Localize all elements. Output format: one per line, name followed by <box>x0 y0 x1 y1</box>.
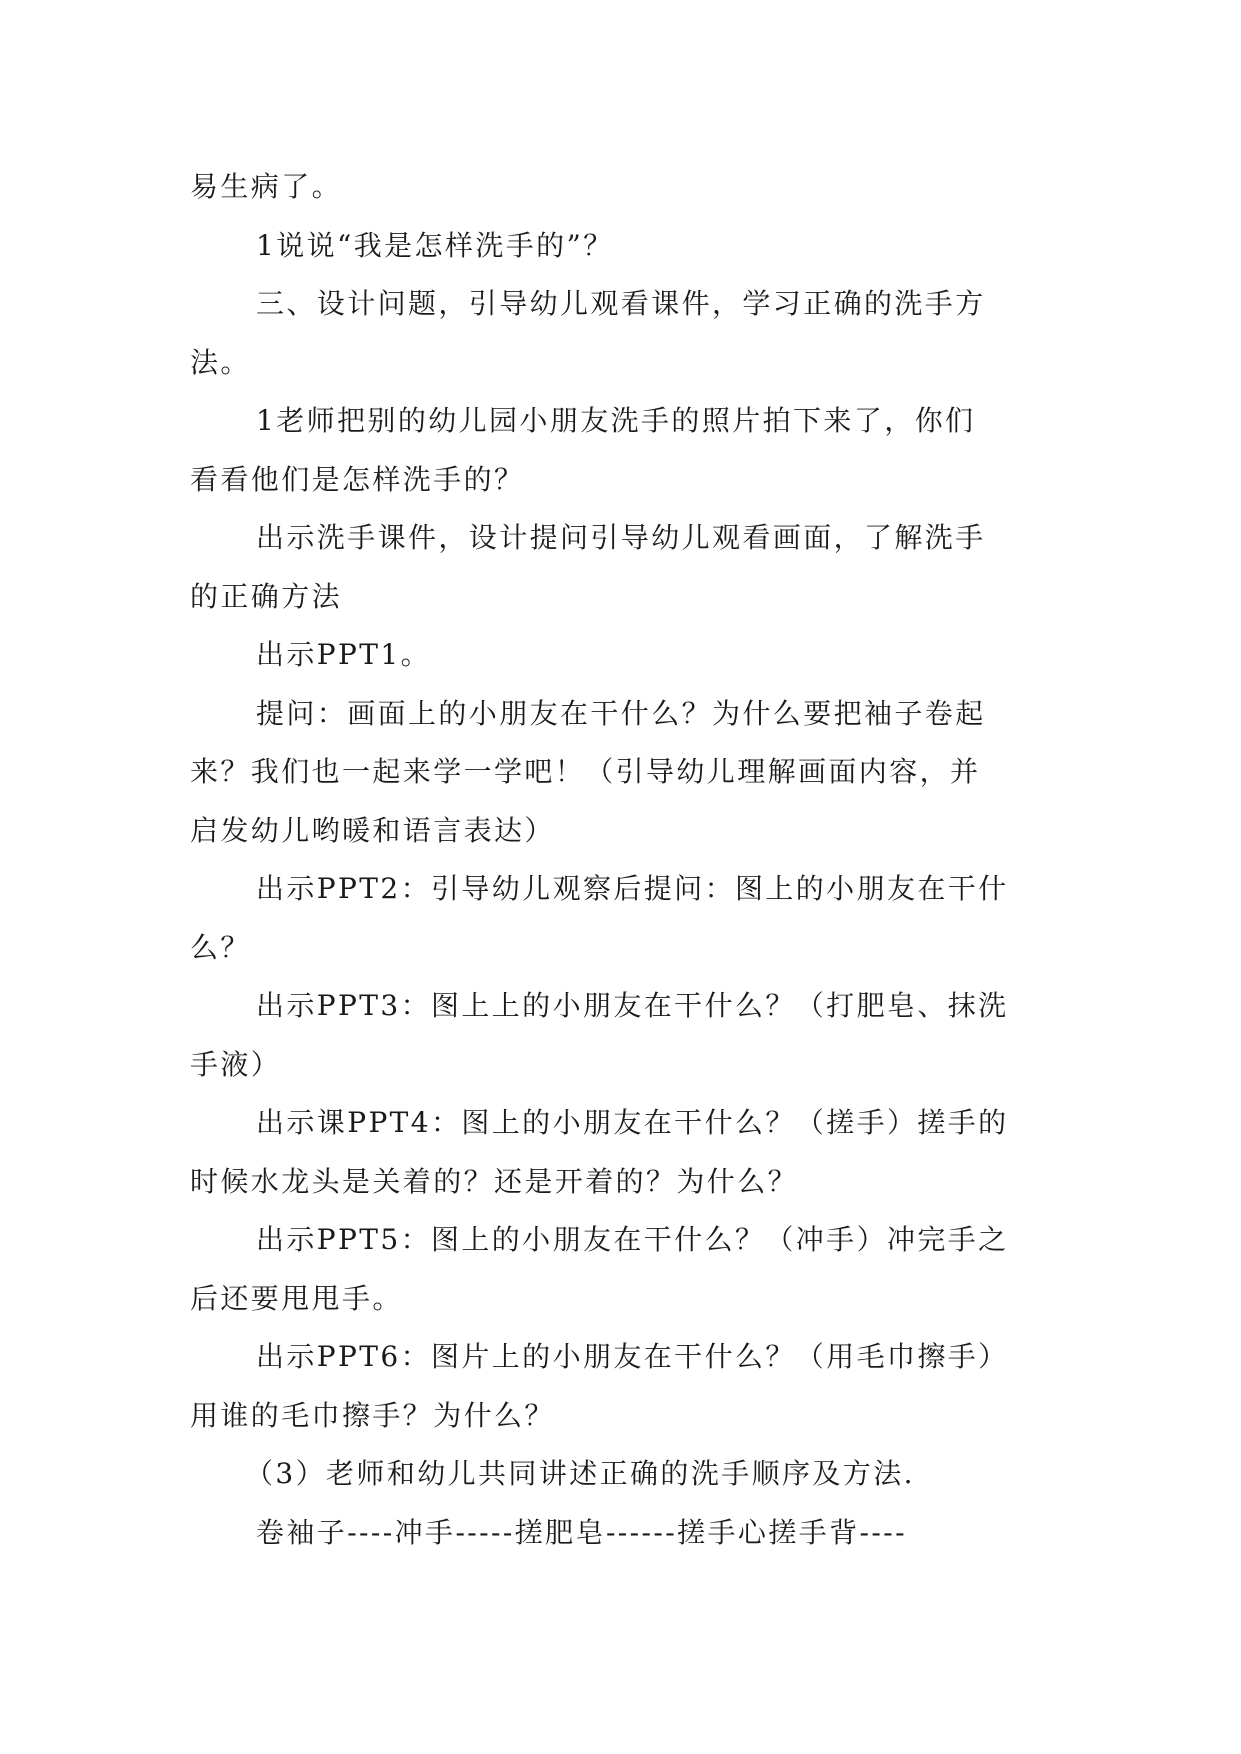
paragraph-line: 后还要甩甩手。 <box>190 1281 403 1315</box>
paragraph-line: 易生病了。 <box>190 170 343 203</box>
paragraph-line: 启发幼儿哟暖和语言表达） <box>190 813 555 847</box>
paragraph-line: 时候水龙头是关着的？还是开着的？为什么？ <box>190 1164 799 1198</box>
paragraph-line: 出示洗手课件，设计提问引导幼儿观看画面，了解洗手 <box>256 521 986 554</box>
paragraph-line: 出示PPT6：图片上的小朋友在干什么？（用毛巾擦手） <box>256 1340 1009 1373</box>
paragraph-line: 提问：画面上的小朋友在干什么？为什么要把袖子卷起 <box>256 696 986 730</box>
paragraph-line: 么？ <box>190 930 251 964</box>
paragraph-line: 出示PPT1。 <box>256 638 431 671</box>
paragraph-line: 1说说“我是怎样洗手的”？ <box>256 228 614 262</box>
paragraph-line: 1老师把别的幼儿园小朋友洗手的照片拍下来了，你们 <box>256 404 976 437</box>
paragraph-line: 的正确方法 <box>190 579 343 613</box>
paragraph-line: 出示PPT2：引导幼儿观察后提问：图上的小朋友在干什 <box>256 872 1009 905</box>
paragraph-line: 法。 <box>190 345 251 379</box>
paragraph-line: 出示PPT5：图上的小朋友在干什么？（冲手）冲完手之 <box>256 1223 1009 1256</box>
paragraph-line: 用谁的毛巾擦手？为什么？ <box>190 1398 555 1432</box>
paragraph-line: 出示课PPT4：图上的小朋友在干什么？（搓手）搓手的 <box>256 1106 1009 1139</box>
paragraph-line: 出示PPT3：图上上的小朋友在干什么？（打肥皂、抹洗 <box>256 989 1009 1022</box>
paragraph-line: 卷袖子----冲手-----搓肥皂------搓手心搓手背---- <box>256 1515 907 1549</box>
paragraph-line: 看看他们是怎样洗手的？ <box>190 462 525 496</box>
paragraph-line: 三、设计问题，引导幼儿观看课件，学习正确的洗手方 <box>256 287 986 320</box>
paragraph-line: 手液） <box>190 1047 282 1081</box>
document-body <box>190 158 1050 1562</box>
paragraph-line: （3）老师和幼儿共同讲述正确的洗手顺序及方法. <box>245 1457 915 1490</box>
paragraph-line: 来？我们也一起来学一学吧！（引导幼儿理解画面内容，并 <box>190 755 981 788</box>
